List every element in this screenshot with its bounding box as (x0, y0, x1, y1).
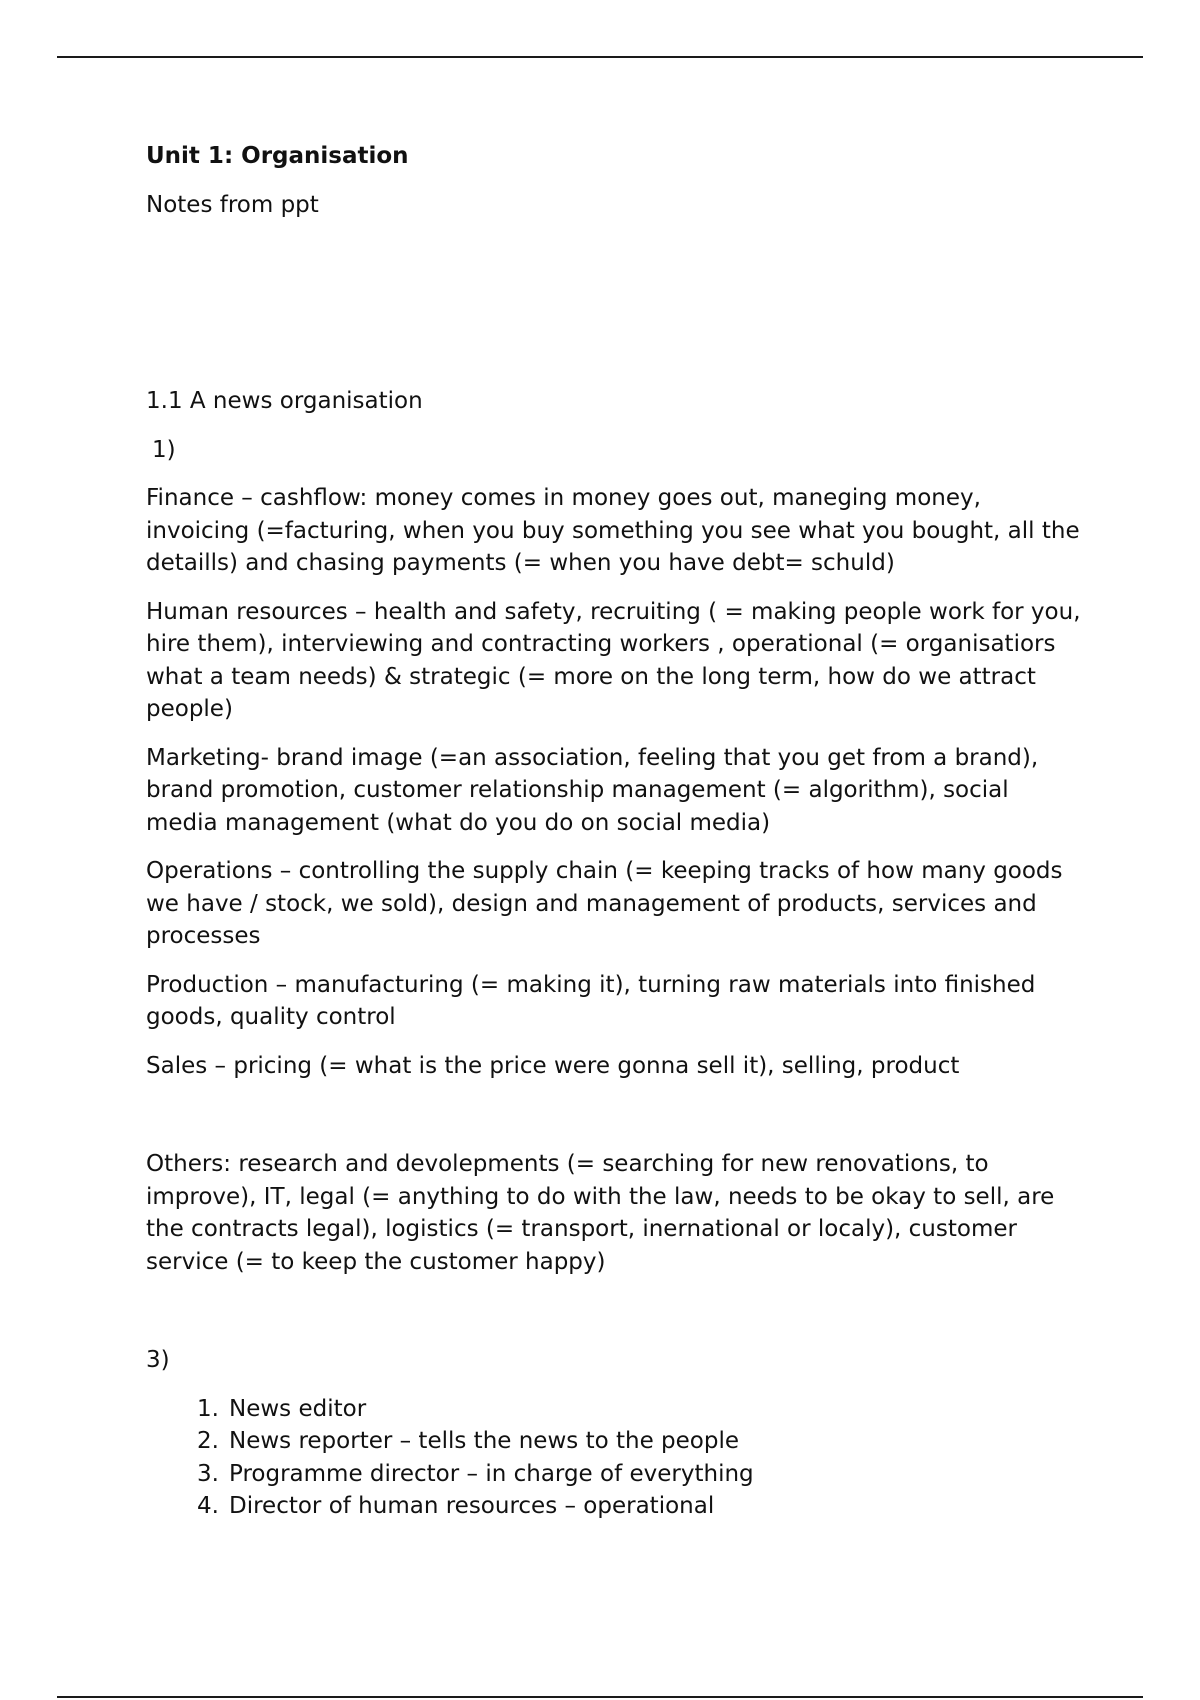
header-rule (57, 56, 1143, 58)
paragraph-human-resources: Human resources – health and safety, recruiting ( = making people work for you, hire them), interviewing and contracting workers , operational (= organisatiors what a team needs) & strategic (= more on the long term, how do we attract people) (146, 598, 1081, 722)
list-item-number: 4. (197, 1493, 219, 1519)
paragraph-others: Others: research and devolepments (= searching for new renovations, to improve), IT, legal (= anything to do with the law, needs to be okay to sell, are the contracts legal), logistics (= transport, inernational or localy), customer service (= to keep the customer happy) (146, 1151, 1055, 1275)
document-body (146, 140, 1086, 1523)
list-item (146, 1458, 1086, 1491)
document-subtitle: Notes from ppt (146, 191, 319, 218)
footer-rule (57, 1696, 1143, 1698)
list-item (146, 1490, 1086, 1523)
list-item-text: Director of human resources – operational (229, 1493, 715, 1519)
roles-list (146, 1393, 1086, 1523)
paragraph-production: Production – manufacturing (= making it), turning raw materials into finished goods, quality control (146, 971, 1036, 1030)
list-item-text: News reporter – tells the news to the people (229, 1428, 739, 1454)
list-item (146, 1393, 1086, 1426)
list-item-number: 2. (197, 1428, 219, 1454)
paragraph-finance: Finance – cashflow: money comes in money goes out, maneging money, invoicing (=facturing, when you buy something you see what you bought, all the detaills) and chasing payments (= when you have debt= schuld) (146, 485, 1080, 576)
paragraph-operations: Operations – controlling the supply chain (= keeping tracks of how many goods we have / stock, we sold), design and management of products, services and processes (146, 858, 1063, 949)
question-label-3: 3) (146, 1347, 170, 1373)
list-item (146, 1425, 1086, 1458)
list-item-number: 1. (197, 1395, 219, 1422)
list-item-text: News editor (229, 1395, 367, 1422)
section-heading: 1.1 A news organisation (146, 388, 423, 414)
list-item-text: Programme director – in charge of everything (229, 1460, 754, 1487)
paragraph-sales: Sales – pricing (= what is the price were gonna sell it), selling, product (146, 1052, 960, 1079)
paragraph-marketing: Marketing- brand image (=an association, feeling that you get from a brand), brand promotion, customer relationship management (= algorithm), social media management (what do you do on social media) (146, 744, 1039, 836)
question-label-1: 1) (152, 436, 176, 463)
document-title: Unit 1: Organisation (146, 143, 409, 169)
list-item-number: 3. (197, 1460, 219, 1487)
